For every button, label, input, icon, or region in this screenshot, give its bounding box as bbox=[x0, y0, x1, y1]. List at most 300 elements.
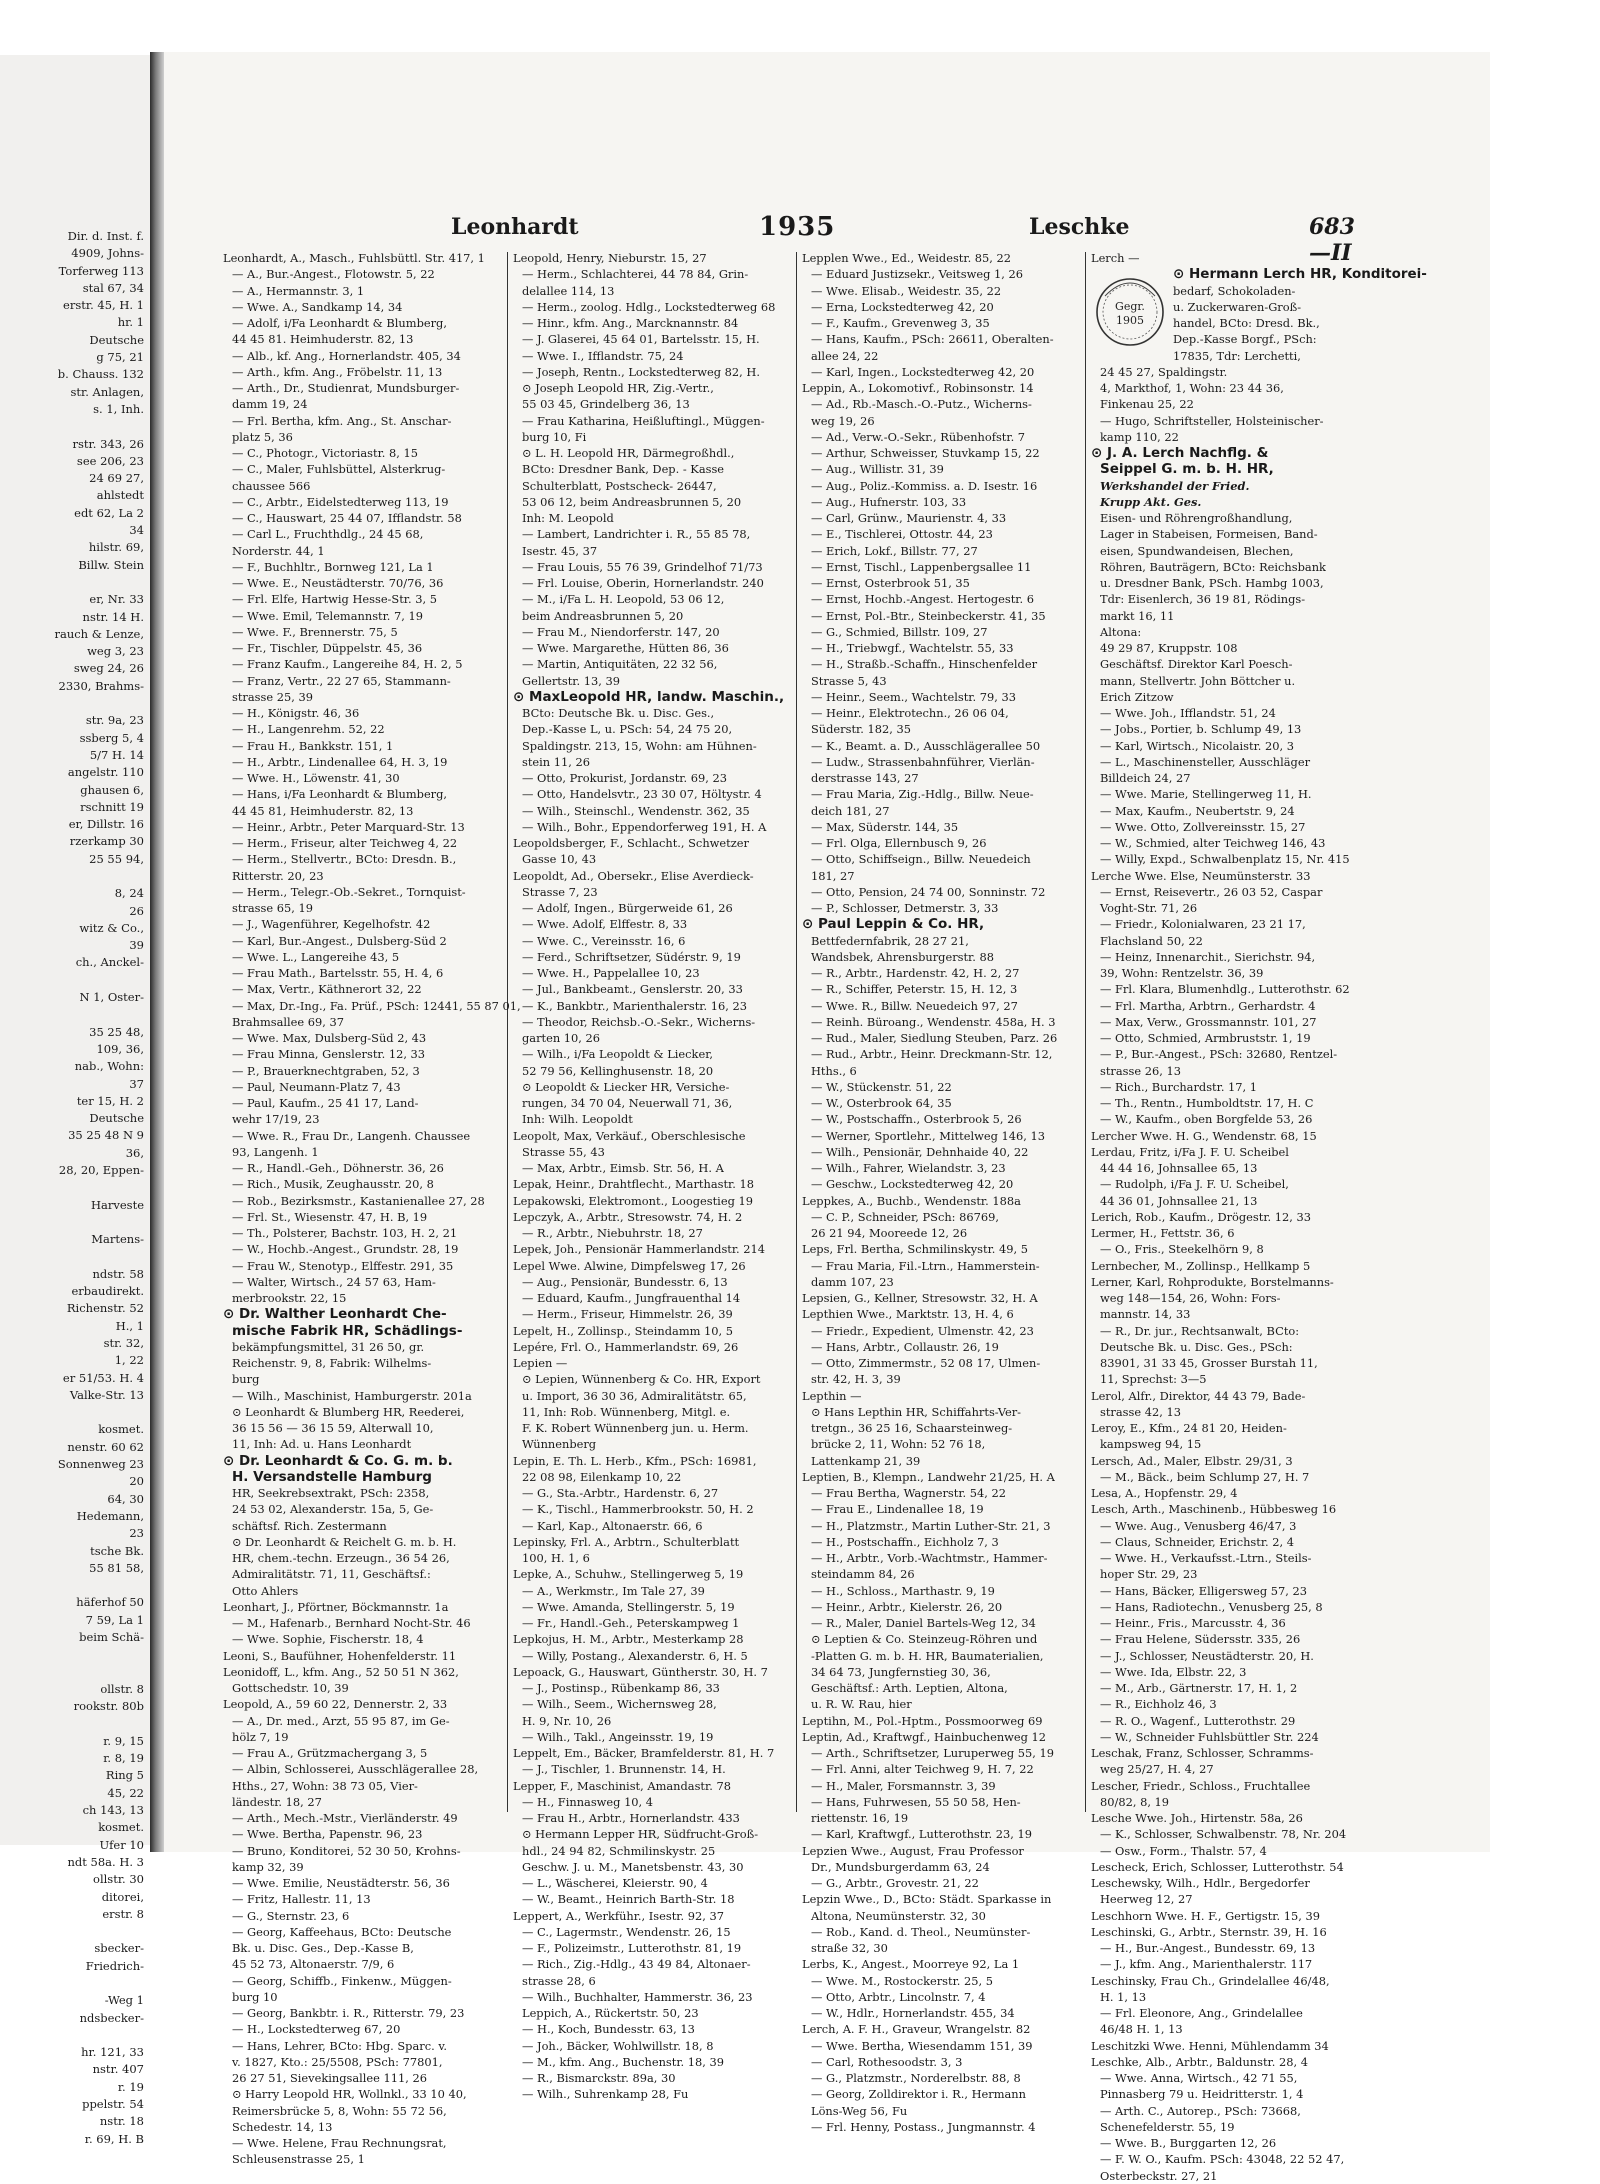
directory-entry: — Frl. Bertha, kfm. Ang., St. Anschar- bbox=[232, 413, 452, 428]
directory-entry: — Aug., Willistr. 31, 39 bbox=[811, 462, 944, 477]
directory-entry: Leppich, A., Rückertstr. 50, 23 bbox=[522, 2006, 699, 2020]
directory-entry: schäftsf. Rich. Zestermann bbox=[232, 1518, 387, 1533]
directory-entry: — R., Dr. jur., Rechtsanwalt, BCto: bbox=[1100, 1323, 1300, 1338]
column-rule bbox=[1085, 252, 1086, 1812]
directory-entry: Schedestr. 14, 13 bbox=[232, 2119, 333, 2134]
directory-entry: Dep.-Kasse Borgf., PSch: bbox=[1173, 332, 1317, 347]
directory-entry: Lepak, Heinr., Drahtflecht., Marthastr. 18 bbox=[513, 1177, 754, 1192]
facing-page-line: ch 143, 13 bbox=[82, 1803, 144, 1818]
directory-entry: — Wilh., Bohr., Eppendorferweg 191, H. A bbox=[522, 819, 767, 834]
directory-entry: Erich Zitzow bbox=[1100, 689, 1174, 704]
facing-page-line: rschnitt 19 bbox=[80, 799, 144, 814]
facing-page-line: nstr. 407 bbox=[92, 2062, 144, 2077]
directory-entry: — Wwe. Adolf, Elffestr. 8, 33 bbox=[522, 917, 688, 932]
facing-page-line: 64, 30 bbox=[107, 1491, 144, 1506]
directory-entry: weg 148—154, 26, Wohn: Fors- bbox=[1100, 1291, 1281, 1305]
directory-entry: 46/48 H. 1, 13 bbox=[1100, 2022, 1183, 2037]
directory-entry: -Platten G. m. b. H. HR, Baumaterialien, bbox=[811, 1648, 1044, 1663]
directory-entry: Lepkojus, H. M., Arbtr., Mesterkamp 28 bbox=[513, 1632, 744, 1647]
facing-page-line: H., 1 bbox=[115, 1318, 144, 1333]
directory-entry: damm 107, 23 bbox=[811, 1274, 894, 1289]
directory-entry: — Wilh., Takl., Angeinsstr. 19, 19 bbox=[522, 1729, 714, 1744]
directory-entry: Geschäftsf.: Arth. Leptien, Altona, bbox=[811, 1681, 1008, 1695]
directory-entry: — Frl. Klara, Blumenhdlg., Lutterothstr. 62 bbox=[1100, 982, 1350, 997]
facing-page-line: r. 9, 15 bbox=[103, 1733, 144, 1748]
directory-entry: — E., Tischlerei, Ottostr. 44, 23 bbox=[811, 527, 993, 542]
directory-entry: Leptihn, M., Pol.-Hptm., Possmoorweg 69 bbox=[802, 1713, 1043, 1728]
directory-entry: strasse 25, 39 bbox=[232, 689, 313, 704]
directory-entry: — Franz Kaufm., Langereihe 84, H. 2, 5 bbox=[232, 657, 463, 672]
directory-entry: 36 15 56 — 36 15 59, Alterwall 10, bbox=[232, 1421, 434, 1435]
directory-entry: Osterbeckstr. 27, 21 bbox=[1100, 2168, 1218, 2183]
facing-page-line: ahlstedt bbox=[96, 488, 144, 503]
directory-entry: Lercher Wwe. H. G., Wendenstr. 68, 15 bbox=[1091, 1128, 1317, 1143]
directory-entry: 80/82, 8, 19 bbox=[1100, 1794, 1170, 1809]
facing-page-line bbox=[0, 1179, 148, 1196]
directory-entry: — Karl, Wirtsch., Nicolaistr. 20, 3 bbox=[1100, 738, 1295, 753]
directory-entry: Röhren, Bauträgern, BCto: Reichsbank bbox=[1100, 559, 1326, 574]
directory-entry: — Wilh., Suhrenkamp 28, Fu bbox=[522, 2087, 689, 2102]
directory-entry: burg bbox=[232, 1372, 260, 1387]
running-head-year: 1935 bbox=[759, 212, 836, 242]
directory-entry: — K., Schlosser, Schwalbenstr. 78, Nr. 204 bbox=[1100, 1827, 1347, 1842]
directory-entry: — Jul., Bankbeamt., Genslerstr. 20, 33 bbox=[522, 982, 743, 997]
directory-entry: — G., Sternstr. 23, 6 bbox=[232, 1908, 350, 1923]
directory-entry: F. K. Robert Wünnenberg jun. u. Herm. bbox=[522, 1421, 749, 1435]
directory-entry: u. R. W. Rau, hier bbox=[811, 1697, 912, 1712]
directory-entry: — Wwe. I., Ifflandstr. 75, 24 bbox=[522, 348, 684, 363]
directory-entry: Lepel Wwe. Alwine, Dimpfelsweg 17, 26 bbox=[513, 1258, 746, 1273]
directory-entry: — Frau Bertha, Wagnerstr. 54, 22 bbox=[811, 1486, 1007, 1500]
directory-entry: Strasse 7, 23 bbox=[522, 884, 598, 899]
directory-entry: — Eduard, Kaufm., Jungfrauenthal 14 bbox=[522, 1291, 741, 1305]
directory-entry: — Wwe. Anna, Wirtsch., 42 71 55, bbox=[1100, 2071, 1298, 2085]
facing-page-line: witz & Co., bbox=[79, 920, 144, 935]
directory-entry: Leopoldt, Ad., Obersekr., Elise Averdieck- bbox=[513, 868, 754, 883]
directory-entry: kamp 32, 39 bbox=[232, 1859, 304, 1874]
directory-entry: bekämpfungsmittel, 31 26 50, gr. bbox=[232, 1339, 425, 1354]
firm-listing: ⊙ Hermann Lerch HR, Konditorei- bbox=[1173, 266, 1427, 283]
directory-entry: — W., Osterbrook 64, 35 bbox=[811, 1096, 952, 1110]
firm-listing: ⊙ Dr. Walther Leonhardt Che- bbox=[223, 1306, 447, 1323]
directory-entry: — Heinr., Seem., Wachtelstr. 79, 33 bbox=[811, 689, 1016, 704]
directory-entry: Schenefelderstr. 55, 19 bbox=[1100, 2119, 1235, 2134]
facing-page-line bbox=[0, 972, 148, 989]
directory-entry: — Arth. C., Autorep., PSch: 73668, bbox=[1100, 2103, 1301, 2118]
directory-entry: Leopolt, Max, Verkäuf., Oberschlesische bbox=[513, 1128, 746, 1143]
directory-entry: BCto: Deutsche Bk. u. Disc. Ges., bbox=[522, 706, 715, 720]
directory-entry: — Friedr., Expedient, Ulmenstr. 42, 23 bbox=[811, 1323, 1034, 1338]
directory-entry: — Ernst, Pol.-Btr., Steinbeckerstr. 41, 35 bbox=[811, 608, 1046, 623]
directory-entry: Lesa, A., Hopfenstr. 29, 4 bbox=[1091, 1486, 1238, 1500]
directory-entry: 93, Langenh. 1 bbox=[232, 1144, 319, 1159]
directory-entry: — W., Schmied, alter Teichweg 146, 43 bbox=[1100, 836, 1326, 850]
directory-entry: — Herm., Telegr.-Ob.-Sekret., Tornquist- bbox=[232, 884, 466, 899]
directory-entry: — Th., Rentn., Humboldtstr. 17, H. C bbox=[1100, 1096, 1314, 1110]
directory-entry: tretgn., 36 25 16, Schaarsteinweg- bbox=[811, 1421, 1013, 1435]
directory-entry: u. Zuckerwaren-Groß- bbox=[1173, 299, 1302, 314]
directory-entry: Lernbecher, M., Zollinsp., Hellkamp 5 bbox=[1091, 1258, 1311, 1273]
directory-entry: — Frl. Elfe, Hartwig Hesse-Str. 3, 5 bbox=[232, 592, 437, 607]
directory-entry: — Ferd., Schriftsetzer, Südérstr. 9, 19 bbox=[522, 949, 741, 964]
facing-page-line: ndstr. 58 bbox=[92, 1266, 144, 1281]
facing-page-line: nstr. 14 H. bbox=[82, 609, 144, 624]
directory-entry: Lepin, E. Th. L. Herb., Kfm., PSch: 16981, bbox=[513, 1453, 757, 1468]
directory-entry: Lepthin — bbox=[802, 1388, 862, 1403]
directory-entry: rungen, 34 70 04, Neuerwall 71, 36, bbox=[522, 1096, 733, 1110]
directory-entry: Lepoack, G., Hauswart, Güntherstr. 30, H. 7 bbox=[513, 1664, 768, 1679]
facing-page-line: ssberg 5, 4 bbox=[79, 730, 144, 745]
directory-entry: — Arthur, Schweisser, Stuvkamp 15, 22 bbox=[811, 446, 1040, 460]
facing-page-line: häferhof 50 bbox=[76, 1595, 144, 1610]
directory-entry: Leonhardt, A., Masch., Fuhlsbüttl. Str. 417, 1 bbox=[223, 251, 485, 265]
directory-entry: — Wwe. R., Frau Dr., Langenh. Chaussee bbox=[232, 1128, 471, 1143]
directory-entry: — Ad., Verw.-O.-Sekr., Rübenhofstr. 7 bbox=[811, 429, 1026, 444]
facing-page-line: hr. 121, 33 bbox=[81, 2045, 144, 2060]
facing-page-line: ter 15, H. 2 bbox=[76, 1093, 144, 1108]
directory-entry: Lepzin Wwe., D., BCto: Städt. Sparkasse in bbox=[802, 1892, 1052, 1907]
directory-entry: — Fritz, Hallestr. 11, 13 bbox=[232, 1892, 371, 1907]
directory-entry: Hths., 27, Wohn: 38 73 05, Vier- bbox=[232, 1778, 418, 1793]
directory-entry: — K., Bankbtr., Marienthalerstr. 16, 23 bbox=[522, 998, 747, 1013]
directory-entry: — Hugo, Schriftsteller, Holsteinischer- bbox=[1100, 413, 1324, 428]
directory-entry: — Geschw., Lockstedterweg 42, 20 bbox=[811, 1177, 1014, 1192]
directory-entry: Lepzien Wwe., August, Frau Professor bbox=[802, 1843, 1024, 1858]
directory-entry: Leppkes, A., Buchb., Wendenstr. 188a bbox=[802, 1193, 1021, 1208]
directory-entry: weg 25/27, H. 4, 27 bbox=[1100, 1762, 1214, 1777]
directory-entry: — Max, Dr.-Ing., Fa. Prüf., PSch: 12441, 55 87 01, bbox=[232, 998, 521, 1013]
directory-entry: Lescher, Friedr., Schloss., Fruchtallee bbox=[1091, 1778, 1311, 1793]
directory-entry: — J. Glaserei, 45 64 01, Bartelsstr. 15, H. bbox=[522, 332, 760, 347]
directory-entry: — Ernst, Hochb.-Angest. Hertogestr. 6 bbox=[811, 592, 1034, 607]
directory-entry: 44 44 16, Johnsallee 65, 13 bbox=[1100, 1161, 1258, 1175]
directory-entry: — Arth., Mech.-Mstr., Vierländerstr. 49 bbox=[232, 1811, 458, 1825]
directory-entry: Leschke, Alb., Arbtr., Baldunstr. 28, 4 bbox=[1091, 2054, 1308, 2069]
directory-entry: — Frau Maria, Zig.-Hdlg., Billw. Neue- bbox=[811, 787, 1034, 802]
directory-entry: Lattenkamp 21, 39 bbox=[811, 1453, 921, 1468]
directory-entry: Lerch, A. F. H., Graveur, Wrangelstr. 82 bbox=[802, 2022, 1031, 2037]
firm-listing: Seippel G. m. b. H. HR, bbox=[1100, 461, 1274, 478]
directory-entry: Leppert, A., Werkführ., Isestr. 92, 37 bbox=[513, 1908, 724, 1923]
directory-entry: — Karl, Ingen., Lockstedterweg 42, 20 bbox=[811, 364, 1035, 379]
facing-page-line: Harveste bbox=[90, 1197, 144, 1212]
directory-entry: 100, H. 1, 6 bbox=[522, 1551, 590, 1565]
directory-entry: — J., kfm. Ang., Marienthalerstr. 117 bbox=[1100, 1957, 1313, 1972]
directory-entry: — Wwe. E., Neustädterstr. 70/76, 36 bbox=[232, 576, 444, 590]
directory-entry: — Joh., Bäcker, Wohlwillstr. 18, 8 bbox=[522, 2038, 714, 2053]
directory-entry: — Willy, Postang., Alexanderstr. 6, H. 5 bbox=[522, 1648, 748, 1663]
directory-entry: 26 27 51, Sievekingsallee 111, 26 bbox=[232, 2071, 428, 2085]
directory-entry: — R., Schiffer, Peterstr. 15, H. 12, 3 bbox=[811, 982, 1018, 997]
directory-entry: Reichenstr. 9, 8, Fabrik: Wilhelms- bbox=[232, 1356, 432, 1370]
directory-entry: — Wwe. Emilie, Neustädterstr. 56, 36 bbox=[232, 1876, 450, 1890]
directory-entry: Lepplen Wwe., Ed., Weidestr. 85, 22 bbox=[802, 251, 1012, 265]
facing-page-line: -Weg 1 bbox=[104, 1993, 144, 2008]
facing-page-line bbox=[0, 868, 148, 885]
directory-entry: Tdr: Eisenlerch, 36 19 81, Rödings- bbox=[1100, 592, 1306, 607]
directory-entry: kampsweg 94, 15 bbox=[1100, 1437, 1202, 1452]
directory-entry: Löns-Weg 56, Fu bbox=[811, 2103, 908, 2118]
directory-entry: — P., Bur.-Angest., PSch: 32680, Rentzel- bbox=[1100, 1047, 1338, 1062]
directory-entry: — Frl. Anni, alter Teichweg 9, H. 7, 22 bbox=[811, 1762, 1034, 1777]
firm-seal-icon bbox=[1091, 266, 1169, 358]
facing-page-line bbox=[0, 574, 148, 591]
facing-page-line: str. Anlagen, bbox=[70, 384, 144, 399]
facing-page-line: 24 69 27, bbox=[89, 471, 144, 486]
directory-entry: — H., Triebwgf., Wachtelstr. 55, 33 bbox=[811, 641, 1014, 655]
directory-entry: ⊙ Lepien, Wünnenberg & Co. HR, Export bbox=[522, 1372, 761, 1387]
directory-entry: Flachsland 50, 22 bbox=[1100, 933, 1203, 948]
firm-listing: H. Versandstelle Hamburg bbox=[232, 1468, 432, 1485]
directory-entry: damm 19, 24 bbox=[232, 397, 308, 412]
directory-entry: — Th., Polsterer, Bachstr. 103, H. 2, 21 bbox=[232, 1226, 458, 1240]
facing-page-line: hr. 1 bbox=[117, 315, 144, 330]
directory-entry: — H., Finnasweg 10, 4 bbox=[522, 1794, 654, 1809]
facing-page-line: r. 8, 19 bbox=[103, 1751, 144, 1766]
directory-entry: — M., i/Fa L. H. Leopold, 53 06 12, bbox=[522, 592, 725, 607]
directory-entry: Otto Ahlers bbox=[232, 1583, 299, 1598]
directory-entry: — Frl. Eleonore, Ang., Grindelallee bbox=[1100, 2006, 1303, 2020]
directory-entry: — Wilh., Maschinist, Hamburgerstr. 201a bbox=[232, 1388, 472, 1403]
directory-entry: Leschak, Franz, Schlosser, Schramms- bbox=[1091, 1746, 1314, 1760]
directory-entry: — M., Arb., Gärtnerstr. 17, H. 1, 2 bbox=[1100, 1681, 1298, 1695]
directory-entry: — J., Postinsp., Rübenkamp 86, 33 bbox=[522, 1681, 720, 1695]
directory-entry: — W., Hdlr., Hornerlandstr. 455, 34 bbox=[811, 2006, 1015, 2020]
directory-entry: HR, Seekrebsextrakt, PSch: 2358, bbox=[232, 1486, 430, 1500]
directory-entry: hdl., 24 94 82, Schmilinskystr. 25 bbox=[522, 1843, 716, 1858]
directory-entry: — G., Schmied, Billstr. 109, 27 bbox=[811, 624, 988, 639]
facing-page-line: rstr. 343, 26 bbox=[72, 436, 144, 451]
facing-page-line: 28, 20, Eppen- bbox=[58, 1163, 144, 1178]
directory-entry: eisen, Spundwandeisen, Blechen, bbox=[1100, 543, 1294, 558]
directory-entry: — G., Arbtr., Grovestr. 21, 22 bbox=[811, 1876, 979, 1890]
directory-entry: — Frl. Martha, Arbtrn., Gerhardstr. 4 bbox=[1100, 998, 1316, 1013]
directory-entry: ⊙ Dr. Leonhardt & Reichelt G. m. b. H. bbox=[232, 1534, 457, 1549]
directory-entry: — Wwe. Marie, Stellingerweg 11, H. bbox=[1100, 787, 1312, 802]
directory-entry: — Wwe. Bertha, Papenstr. 96, 23 bbox=[232, 1827, 423, 1842]
directory-entry: Gottschedstr. 10, 39 bbox=[232, 1681, 349, 1695]
directory-entry: — Wilh., Steinschl., Wendenstr. 362, 35 bbox=[522, 803, 750, 818]
directory-entry: 24 45 27, Spaldingstr. bbox=[1100, 364, 1228, 379]
directory-entry: — L., Wäscherei, Kleierstr. 90, 4 bbox=[522, 1876, 708, 1890]
directory-entry: 34 64 73, Jungfernstieg 30, 36, bbox=[811, 1664, 991, 1679]
facing-page-line: rookstr. 80b bbox=[73, 1699, 144, 1714]
directory-entry: — H., Platzmstr., Martin Luther-Str. 21, 3 bbox=[811, 1518, 1051, 1533]
directory-entry: — A., Dr. med., Arzt, 55 95 87, im Ge- bbox=[232, 1713, 450, 1728]
directory-entry: — Hinr., kfm. Ang., Marcknannstr. 84 bbox=[522, 316, 739, 330]
directory-entry: — R., Arbtr., Niebuhrstr. 18, 27 bbox=[522, 1226, 703, 1240]
facing-page-line: 20 bbox=[129, 1474, 144, 1489]
facing-page-line: 34 bbox=[129, 523, 144, 538]
directory-entry: Lepinsky, Frl. A., Arbtrn., Schulterblatt bbox=[513, 1534, 740, 1549]
directory-entry: — C., Arbtr., Eidelstedterweg 113, 19 bbox=[232, 494, 449, 509]
directory-entry: Lepthien Wwe., Marktstr. 13, H. 4, 6 bbox=[802, 1307, 1014, 1322]
directory-entry: — W., Kaufm., oben Borgfelde 53, 26 bbox=[1100, 1112, 1313, 1127]
facing-page-text-strip bbox=[0, 228, 148, 2146]
directory-entry: — Aug., Hufnerstr. 103, 33 bbox=[811, 494, 967, 509]
directory-entry: — Hans, Lehrer, BCto: Hbg. Sparc. v. bbox=[232, 2038, 448, 2053]
directory-entry: markt 16, 11 bbox=[1100, 608, 1175, 623]
directory-entry: — Wilh., Buchhalter, Hammerstr. 36, 23 bbox=[522, 1989, 753, 2004]
directory-entry: mann, Stellvertr. John Böttcher u. bbox=[1100, 673, 1296, 688]
firm-listing: ⊙ MaxLeopold HR, landw. Maschin., bbox=[513, 688, 785, 705]
facing-page-line: Deutsche bbox=[89, 1111, 144, 1126]
directory-entry: — Herm., Stellvertr., BCto: Dresdn. B., bbox=[232, 852, 457, 867]
directory-entry: — Albin, Schlosserei, Ausschlägerallee 28, bbox=[232, 1762, 479, 1777]
directory-entry: Gasse 10, 43 bbox=[522, 852, 597, 867]
directory-entry: — Frau W., Stenotyp., Elffestr. 291, 35 bbox=[232, 1258, 454, 1273]
directory-entry: — Wwe. Otto, Zollvereinsstr. 15, 27 bbox=[1100, 819, 1306, 834]
directory-entry: Leptien, B., Klempn., Landwehr 21/25, H. A bbox=[802, 1469, 1055, 1484]
page-number: 683—II bbox=[1309, 214, 1355, 266]
directory-entry: ⊙ Joseph Leopold HR, Zig.-Vertr., bbox=[522, 381, 714, 395]
facing-page-line: erstr. 45, H. 1 bbox=[63, 298, 144, 313]
directory-entry: HR, chem.-techn. Erzeugn., 36 54 26, bbox=[232, 1551, 450, 1565]
directory-entry: — R., Handl.-Geh., Döhnerstr. 36, 26 bbox=[232, 1161, 444, 1175]
directory-entry: — Frl. St., Wiesenstr. 47, H. B, 19 bbox=[232, 1209, 428, 1224]
directory-entry: — Otto, Arbtr., Lincolnstr. 7, 4 bbox=[811, 1989, 986, 2004]
directory-entry: — Frau Minna, Genslerstr. 12, 33 bbox=[232, 1047, 426, 1062]
directory-entry: bedarf, Schokoladen- bbox=[1173, 283, 1296, 298]
directory-entry: 52 79 56, Kellinghusenstr. 18, 20 bbox=[522, 1063, 714, 1078]
firm-listing: ⊙ J. A. Lerch Nachflg. & bbox=[1091, 445, 1269, 461]
directory-entry: Lepakowski, Elektromont., Loogestieg 19 bbox=[513, 1193, 753, 1208]
facing-page-line bbox=[0, 1646, 148, 1663]
directory-entry: — H., Arbtr., Vorb.-Wachtmstr., Hammer- bbox=[811, 1551, 1048, 1565]
directory-entry: Leonhart, J., Pförtner, Böckmannstr. 1a bbox=[223, 1599, 449, 1614]
directory-entry: Wünnenberg bbox=[522, 1437, 597, 1452]
directory-entry: — Max, Kaufm., Neubertstr. 9, 24 bbox=[1100, 803, 1295, 818]
facing-page-line bbox=[0, 1006, 148, 1023]
directory-entry: 11, Inh: Rob. Wünnenberg, Mitgl. e. bbox=[522, 1404, 731, 1419]
directory-entry: Wandsbek, Ahrensburgerstr. 88 bbox=[811, 949, 994, 964]
directory-entry: — H., Langenrehm. 52, 22 bbox=[232, 722, 385, 737]
directory-entry: — Lambert, Landrichter i. R., 55 85 78, bbox=[522, 527, 751, 542]
facing-page-line: r. 19 bbox=[117, 2079, 144, 2094]
directory-entry: — Ernst, Osterbrook 51, 35 bbox=[811, 576, 970, 590]
directory-entry: — Max, Vertr., Käthnerort 32, 22 bbox=[232, 982, 422, 997]
facing-page-line: 26 bbox=[129, 903, 144, 918]
directory-entry: 24 53 02, Alexanderstr. 15a, 5, Ge- bbox=[232, 1502, 434, 1517]
directory-entry: — C., Photogr., Victoriastr. 8, 15 bbox=[232, 446, 419, 460]
directory-entry: — C. P., Schneider, PSch: 86769, bbox=[811, 1209, 999, 1224]
directory-entry: — Wwe. H., Verkaufsst.-Ltrn., Steils- bbox=[1100, 1551, 1312, 1565]
facing-page-line: erbaudirekt. bbox=[71, 1284, 144, 1299]
directory-entry: Lerich, Rob., Kaufm., Drögestr. 12, 33 bbox=[1091, 1209, 1312, 1224]
directory-entry: — P., Schlosser, Detmerstr. 3, 33 bbox=[811, 901, 999, 915]
facing-page-line: N 1, Oster- bbox=[79, 990, 144, 1005]
directory-entry: — Wwe. Margarethe, Hütten 86, 36 bbox=[522, 641, 729, 655]
directory-entry: beim Andreasbrunnen 5, 20 bbox=[522, 608, 684, 623]
directory-entry: — Eduard Justizsekr., Veitsweg 1, 26 bbox=[811, 267, 1023, 282]
facing-page-line: weg 3, 23 bbox=[87, 644, 144, 659]
directory-entry: burg 10 bbox=[232, 1989, 278, 2004]
directory-entry: — Bruno, Konditorei, 52 30 50, Krohns- bbox=[232, 1843, 461, 1858]
directory-entry: — H., Maler, Forsmannstr. 3, 39 bbox=[811, 1778, 996, 1793]
facing-page-line: kosmet. bbox=[98, 1422, 144, 1437]
directory-entry: — Wwe. H., Löwenstr. 41, 30 bbox=[232, 771, 400, 785]
facing-page-line: s. 1, Inh. bbox=[93, 401, 144, 416]
facing-page-line: 37 bbox=[129, 1076, 144, 1091]
column-rule bbox=[796, 252, 797, 1812]
svg-text:1905: 1905 bbox=[1116, 314, 1144, 328]
facing-page-line bbox=[0, 1214, 148, 1231]
running-head-left: Leonhardt bbox=[451, 214, 579, 240]
directory-entry: — Friedr., Kolonialwaren, 23 21 17, bbox=[1100, 917, 1306, 932]
facing-page-line: Ring 5 bbox=[105, 1768, 144, 1783]
directory-entry: Lepien — bbox=[513, 1356, 568, 1370]
directory-entry: Deutsche Bk. u. Disc. Ges., PSch: bbox=[1100, 1339, 1293, 1354]
directory-entry: derstrasse 143, 27 bbox=[811, 771, 919, 785]
facing-page-line: rzerkamp 30 bbox=[69, 834, 144, 849]
directory-entry: — Osw., Form., Thalstr. 57, 4 bbox=[1100, 1843, 1267, 1858]
directory-entry: — C., Hauswart, 25 44 07, Ifflandstr. 58 bbox=[232, 511, 462, 525]
facing-page-line bbox=[0, 1664, 148, 1681]
directory-entry: Lepsien, G., Kellner, Stresowstr. 32, H. A bbox=[802, 1291, 1038, 1305]
directory-entry: — A., Hermannstr. 3, 1 bbox=[232, 283, 365, 298]
directory-entry: — J., Tischler, 1. Brunnenstr. 14, H. bbox=[522, 1762, 726, 1777]
facing-page-line: Valke-Str. 13 bbox=[69, 1387, 144, 1402]
directory-entry: — C., Maler, Fuhlsbüttel, Alsterkrug- bbox=[232, 462, 446, 477]
directory-entry: chaussee 566 bbox=[232, 478, 311, 493]
facing-page-line: str. 9a, 23 bbox=[85, 713, 144, 728]
directory-entry: u. Dresdner Bank, PSch. Hambg 1003, bbox=[1100, 576, 1324, 590]
facing-page-line: Martens- bbox=[91, 1232, 144, 1247]
directory-entry: — Wwe. R., Billw. Neuedeich 97, 27 bbox=[811, 998, 1018, 1013]
directory-entry: merbrookstr. 22, 15 bbox=[232, 1291, 347, 1305]
facing-page-line: 4909, Johns- bbox=[71, 246, 144, 261]
directory-entry: — Otto, Handelsvtr., 23 30 07, Höltystr. 4 bbox=[522, 787, 762, 802]
directory-entry: 17835, Tdr: Lerchetti, bbox=[1173, 348, 1301, 363]
directory-entry: — F., Kaufm., Grevenweg 3, 35 bbox=[811, 316, 990, 330]
running-head-right: Leschke bbox=[1029, 214, 1130, 240]
directory-entry: Isestr. 45, 37 bbox=[522, 543, 598, 558]
directory-entry: ländestr. 18, 27 bbox=[232, 1794, 322, 1809]
directory-entry: Leptin, Ad., Kraftwgf., Hainbuchenweg 12 bbox=[802, 1729, 1047, 1744]
directory-entry: — H., Postschaffn., Eichholz 7, 3 bbox=[811, 1534, 999, 1549]
directory-entry: Lerch — bbox=[1091, 251, 1140, 265]
directory-entry: — Joseph, Rentn., Lockstedterweg 82, H. bbox=[522, 364, 760, 379]
directory-entry: Lesche Wwe. Joh., Hirtenstr. 58a, 26 bbox=[1091, 1811, 1303, 1825]
facing-page-line: hilstr. 69, bbox=[88, 540, 144, 555]
directory-entry: 11, Inh: Ad. u. Hans Leonhardt bbox=[232, 1437, 412, 1452]
facing-page-line: 7 59, La 1 bbox=[85, 1612, 144, 1627]
directory-entry: — Karl, Kap., Altonaerstr. 66, 6 bbox=[522, 1518, 703, 1533]
directory-entry: Leschewsky, Wilh., Hdlr., Bergedorfer bbox=[1091, 1876, 1310, 1890]
directory-entry: — Otto, Schiffseign., Billw. Neuedeich bbox=[811, 852, 1031, 867]
facing-page-line: b. Chauss. 132 bbox=[57, 367, 144, 382]
directory-entry: — Werner, Sportlehr., Mittelweg 146, 13 bbox=[811, 1128, 1045, 1143]
directory-entry: — Wwe. Joh., Ifflandstr. 51, 24 bbox=[1100, 706, 1276, 720]
directory-entry: — Wilh., i/Fa Leopoldt & Liecker, bbox=[522, 1047, 714, 1062]
directory-entry: — Frau Louis, 55 76 39, Grindelhof 71/73 bbox=[522, 559, 763, 574]
directory-entry: — Georg, Kaffeehaus, BCto: Deutsche bbox=[232, 1924, 452, 1939]
directory-entry: strasse 26, 13 bbox=[1100, 1063, 1181, 1078]
directory-entry: — Rud., Maler, Siedlung Steuben, Parz. 26 bbox=[811, 1031, 1058, 1045]
directory-entry: Spaldingstr. 213, 15, Wohn: am Hühnen- bbox=[522, 738, 757, 753]
facing-page-line: edt 62, La 2 bbox=[74, 505, 144, 520]
directory-entry: mannstr. 14, 33 bbox=[1100, 1307, 1191, 1322]
directory-entry: Reimersbrücke 5, 8, Wohn: 55 72 56, bbox=[232, 2103, 447, 2118]
facing-page-line: erstr. 8 bbox=[102, 1906, 144, 1921]
directory-entry: Lerdau, Fritz, i/Fa J. F. U. Scheibel bbox=[1091, 1144, 1289, 1159]
directory-entry: 44 45 81. Heimhuderstr. 82, 13 bbox=[232, 332, 414, 347]
directory-entry: Leschinski, G., Arbtr., Sternstr. 39, H. 16 bbox=[1091, 1924, 1327, 1939]
directory-entry: Altona, Neumünsterstr. 32, 30 bbox=[811, 1908, 986, 1923]
directory-entry: — Martin, Antiquitäten, 22 32 56, bbox=[522, 657, 718, 672]
directory-entry: Leroy, E., Kfm., 24 81 20, Heiden- bbox=[1091, 1421, 1287, 1435]
directory-entry: — Aug., Poliz.-Kommiss. a. D. Isestr. 16 bbox=[811, 478, 1038, 493]
